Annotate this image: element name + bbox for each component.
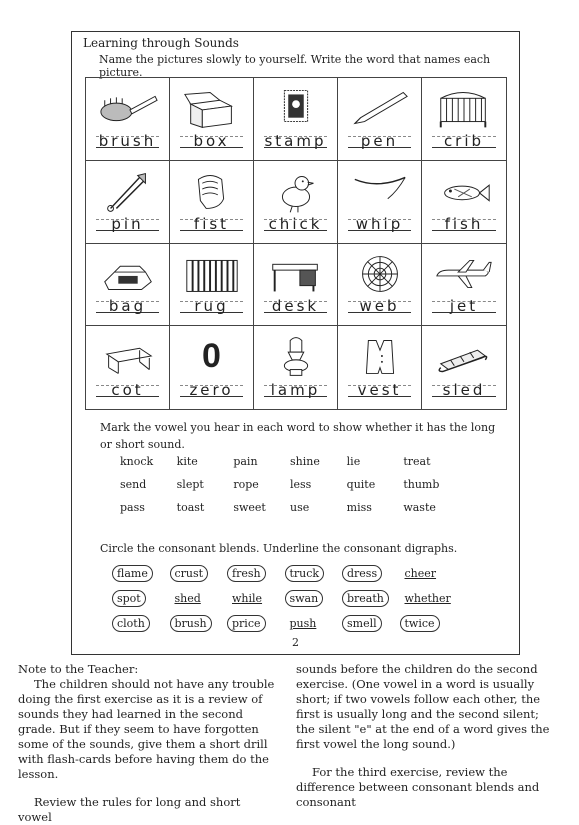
vowel-word: knock — [120, 455, 154, 468]
blend-word-grid — [112, 565, 457, 632]
picture-word: fist — [193, 214, 230, 233]
teacher-note-paragraph: sounds before the children do the second exercise. (One vowel in a word is usually short; if two vowels follow each other, the first is usually long and the second silent; the silent "e" at the end of a word gives the first vowel the long sound.) — [296, 662, 550, 751]
picture-cell-stamp — [254, 78, 338, 161]
blend-word-cell — [170, 590, 228, 607]
picture-word: cot — [111, 381, 144, 399]
spider-web-icon — [349, 252, 411, 296]
rug-icon — [181, 252, 243, 296]
stamp-icon — [265, 86, 327, 130]
safety-pin-icon — [97, 169, 159, 213]
blend-word-cell — [400, 590, 458, 607]
vowel-word: less — [290, 478, 312, 491]
blend-word: dress — [342, 565, 382, 582]
picture-cell-sled — [422, 326, 506, 409]
picture-grid — [85, 77, 507, 410]
picture-word: vest — [357, 381, 402, 399]
blend-word-cell — [112, 615, 170, 632]
zero-numeral-icon: 0 — [202, 337, 221, 376]
teacher-note-right-column — [296, 662, 560, 825]
vowel-instruction: Mark the vowel you hear in each word to show whether it has the long or short sound. — [100, 421, 496, 451]
teacher-note-paragraph: For the third exercise, review the difference between consonant blends and consonant — [296, 765, 540, 809]
teacher-note-paragraph: Review the rules for long and short vowel — [18, 795, 241, 824]
picture-cell-rug — [170, 244, 254, 327]
teacher-note-left-column — [18, 662, 276, 825]
vowel-word: lie — [346, 455, 361, 468]
hairbrush-icon — [97, 86, 159, 130]
picture-cell-jet — [422, 244, 506, 327]
picture-cell-cot — [86, 326, 170, 409]
picture-word: brush — [98, 131, 157, 150]
blend-word-cell — [112, 565, 170, 582]
cot-icon — [97, 334, 159, 378]
picture-word: lamp — [270, 381, 321, 399]
blend-word: whether — [404, 592, 451, 605]
picture-word: box — [193, 131, 230, 150]
picture-word: chick — [268, 214, 323, 233]
vowel-word: use — [290, 501, 310, 514]
picture-word: desk — [271, 297, 320, 316]
sled-icon — [433, 334, 495, 378]
blend-word-cell — [342, 615, 400, 632]
blend-word: shed — [174, 592, 201, 605]
vowel-word: sweet — [233, 501, 266, 514]
blend-word: breath — [342, 590, 389, 607]
picture-cell-desk — [254, 244, 338, 327]
picture-cell-chick — [254, 161, 338, 244]
worksheet-heading: Learning through Sounds — [83, 36, 239, 50]
blend-word: fresh — [227, 565, 266, 582]
box-icon — [181, 86, 243, 130]
oil-lamp-icon — [265, 334, 327, 378]
picture-cell-vest — [338, 326, 422, 409]
vowel-word: rope — [233, 478, 259, 491]
blend-word-cell — [285, 615, 343, 632]
blend-word-cell — [400, 565, 458, 582]
picture-word: rug — [194, 297, 229, 316]
vowel-word: shine — [290, 455, 320, 468]
picture-word: bag — [108, 297, 147, 316]
blend-word-cell — [285, 590, 343, 607]
vowel-word: toast — [176, 501, 205, 514]
desk-icon — [265, 252, 327, 296]
blend-word: cheer — [404, 567, 437, 580]
vowel-word-grid — [120, 455, 460, 514]
picture-cell-fish — [422, 161, 506, 244]
chick-icon — [265, 169, 327, 213]
fish-icon — [433, 169, 495, 213]
picture-word: whip — [355, 214, 404, 233]
picture-word: sled — [442, 381, 486, 399]
teacher-note-paragraph: The children should not have any trouble doing the first exercise as it is a review of sounds they had learned in the second grade. But if they seem to have forgotten some of the sounds, give them a short drill with flash-cards before having them do the lesson. — [18, 677, 275, 781]
blend-word-cell — [227, 565, 285, 582]
bag-icon — [97, 252, 159, 296]
picture-word: pen — [360, 131, 399, 150]
blend-word: brush — [170, 615, 212, 632]
blend-instruction: Circle the consonant blends. Underline the consonant digraphs. — [100, 542, 458, 555]
picture-cell-pen — [338, 78, 422, 161]
picture-cell-bag — [86, 244, 170, 327]
vowel-word: thumb — [403, 478, 440, 491]
blend-word: price — [227, 615, 266, 632]
blend-word: smell — [342, 615, 382, 632]
blend-word: while — [232, 592, 263, 605]
fist-icon — [181, 169, 243, 213]
crib-icon — [433, 86, 495, 130]
picture-word: fish — [444, 214, 484, 233]
whip-icon — [349, 169, 411, 213]
vowel-word: kite — [176, 455, 198, 468]
picture-cell-whip — [338, 161, 422, 244]
blend-word-cell — [342, 565, 400, 582]
teacher-note-title: Note to the Teacher: — [18, 662, 139, 676]
blend-word: truck — [285, 565, 325, 582]
picture-cell-zero — [170, 326, 254, 409]
vowel-word: quite — [346, 478, 376, 491]
blend-word-cell — [285, 565, 343, 582]
picture-cell-web — [338, 244, 422, 327]
blend-word-cell — [227, 615, 285, 632]
blend-word-cell — [170, 565, 228, 582]
picture-instruction: Name the pictures slowly to yourself. Write the word that names each picture. — [99, 53, 491, 79]
pen-icon — [349, 86, 411, 130]
picture-cell-box — [170, 78, 254, 161]
page-number: 2 — [292, 636, 299, 649]
picture-cell-crib — [422, 78, 506, 161]
blend-word-cell — [112, 590, 170, 607]
picture-cell-pin — [86, 161, 170, 244]
picture-word: crib — [443, 131, 485, 150]
blend-word-cell — [170, 615, 228, 632]
blend-word: push — [289, 617, 317, 630]
vest-icon — [349, 334, 411, 378]
blend-word: swan — [285, 590, 324, 607]
teacher-note — [18, 662, 563, 825]
vowel-word: waste — [403, 501, 436, 514]
picture-word: pin — [111, 214, 144, 233]
blend-word-cell — [400, 615, 458, 632]
blend-word: flame — [112, 565, 153, 582]
picture-cell-lamp — [254, 326, 338, 409]
vowel-word: pass — [120, 501, 145, 514]
worksheet — [71, 31, 520, 655]
blend-word: spot — [112, 590, 146, 607]
blend-word-cell — [227, 590, 285, 607]
vowel-word: slept — [176, 478, 204, 491]
jet-plane-icon — [433, 252, 495, 296]
picture-word: web — [359, 297, 400, 316]
picture-word: jet — [449, 297, 479, 316]
vowel-word: treat — [403, 455, 431, 468]
blend-word: crust — [170, 565, 209, 582]
picture-word: zero — [189, 381, 234, 399]
picture-word: stamp — [264, 131, 327, 150]
picture-cell-fist — [170, 161, 254, 244]
blend-word-cell — [342, 590, 400, 607]
blend-word: twice — [400, 615, 440, 632]
blend-word: cloth — [112, 615, 150, 632]
vowel-word: send — [120, 478, 147, 491]
vowel-word: pain — [233, 455, 258, 468]
picture-cell-brush — [86, 78, 170, 161]
vowel-word: miss — [346, 501, 372, 514]
